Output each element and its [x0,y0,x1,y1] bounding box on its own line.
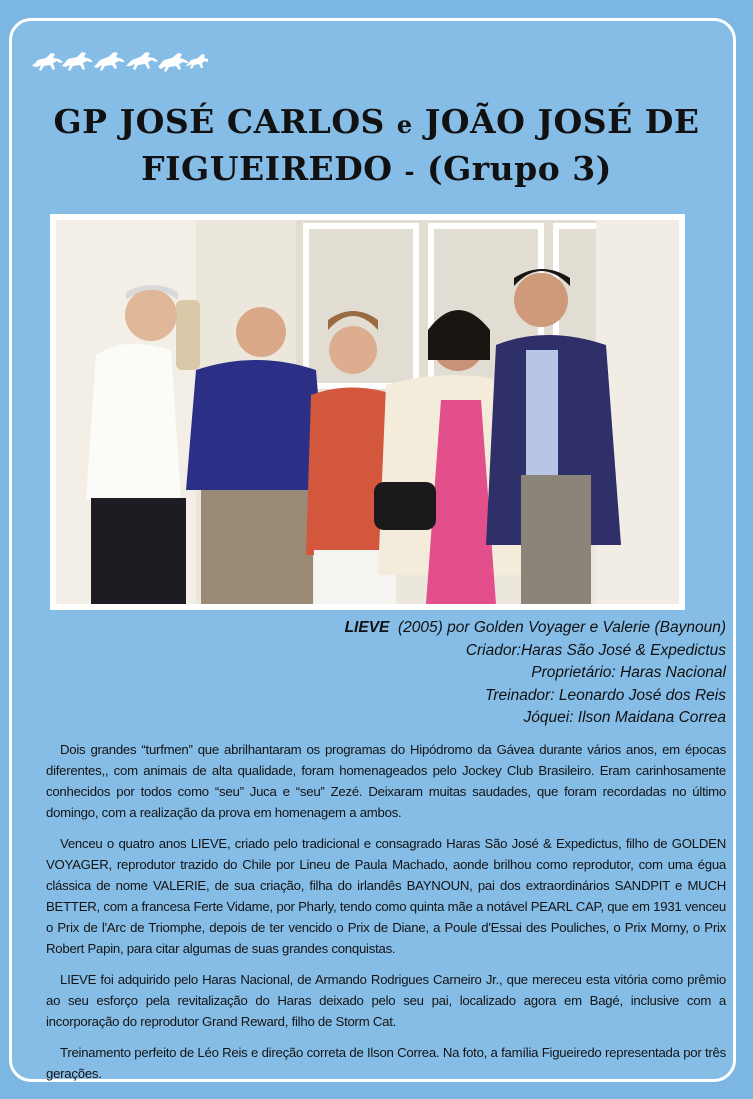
article-paragraph: Dois grandes “turfmen” que abrilhantaram os programas do Hipódromo da Gávea durante vários anos, em épocas diferentes,, com animais de alta qualidade, foram homenageados pelo Jockey Club Brasileiro. Eram carinhosamente conhecidos por todos como “seu” Juca e “seu” Zezé. Deixaram muitas saudades, que foram recordadas no último domingo, com a realização da prova em homenagem a ambos. [46,742,726,820]
family-photo [56,220,679,604]
title-part-1: GP JOSÉ CARLOS [53,102,385,141]
page-title [30,100,723,194]
title-conjunction: e [396,110,413,139]
article-paragraph: LIEVE foi adquirido pelo Haras Nacional, de Armando Rodrigues Carneiro Jr., que mereceu esta vitória como prêmio ao seu esforço pela revitalização do Haras deixado pelo seu pai, localizado agora em Bagé, inclusive com a incorporação do reprodutor Grand Reward, filho de Storm Cat. [46,972,726,1029]
article-paragraph: Venceu o quatro anos LIEVE, criado pelo tradicional e consagrado Haras São José & Expedictus, filho de GOLDEN VOYAGER, reprodutor trazido do Chile por Lineu de Paula Machado, aonde brilhou como reprodutor, com uma égua clássica de nome VALERIE, de sua criação, filha do irlandês BAYNOUN, pai dos extraordinários SANDPIT e MUCH BETTER, com a francesa Ferte Vidame, por Pharly, tendo como quinta mãe a notável PEARL CAP, que em 1931 venceu o Prix de l'Arc de Triomphe, depois de ter vencido o Prix de Diane, a Poule d'Essai des Pouliches, o Prix Morny, o Prix Robert Papin, para citar algumas de suas grandes conquistas. [46,836,726,956]
article-paragraph: Treinamento perfeito de Léo Reis e direção correta de Ilson Correa. Na foto, a família Figueiredo representada por três gerações. [46,1045,726,1081]
racing-horses-icon [28,44,208,74]
title-part-2: JOÃO JOSÉ DE [424,102,700,141]
title-dash: - [404,157,415,186]
caption-pedigree: (2005) por Golden Voyager e Valerie (Baynoun) [398,619,726,636]
article-body [46,739,726,1084]
caption-breeder: Criador:Haras São José & Expedictus [465,641,726,659]
caption-owner: Proprietário: Haras Nacional [531,664,726,681]
caption-jockey: Jóquei: Ilson Maidana Correa [523,709,726,726]
title-part-3: FIGUEIREDO [141,149,393,188]
title-part-4: (Grupo 3) [427,149,612,188]
caption-pedigree-line [126,617,726,640]
photo-frame [50,214,685,610]
caption-horse-name: LIEVE [344,619,390,636]
caption-trainer: Treinador: Leonardo José dos Reis [485,686,726,704]
photo-caption [126,617,726,730]
